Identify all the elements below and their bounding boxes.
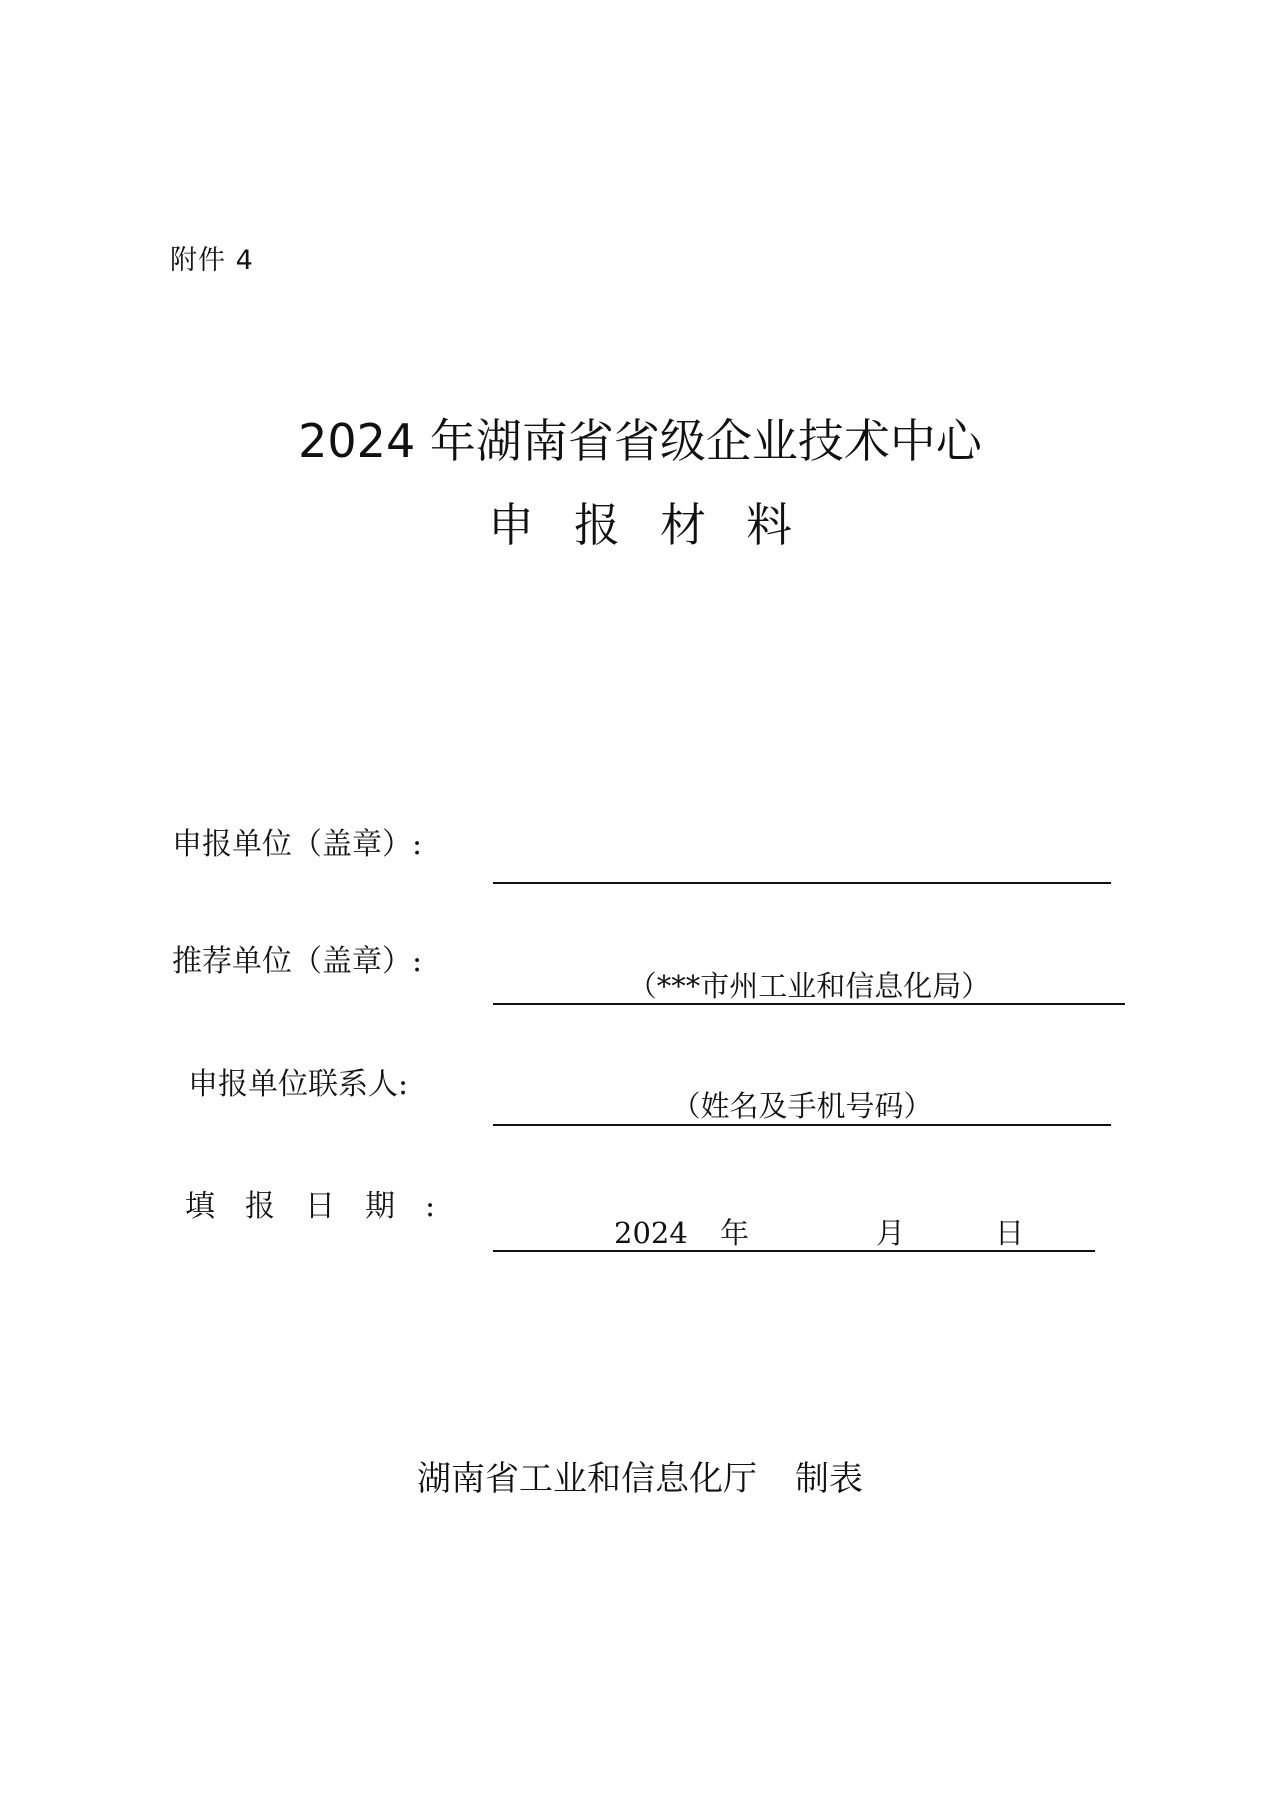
- recommending-unit-hint: （***市州工业和信息化局）: [627, 969, 991, 1003]
- issuer-name: 湖南省工业和信息化厅: [417, 1459, 757, 1499]
- contact-person-hint: （姓名及手机号码）: [671, 1089, 933, 1123]
- date-month-unit: 月: [876, 1216, 906, 1250]
- contact-person-line[interactable]: [493, 1124, 1111, 1126]
- recommending-unit-label: 推荐单位（盖章）:: [172, 944, 423, 979]
- contact-person-label: 申报单位联系人:: [188, 1067, 409, 1102]
- date-year: 2024: [614, 1216, 688, 1250]
- attachment-label: 附件 4: [170, 245, 254, 276]
- issuer-suffix: 制表: [795, 1459, 863, 1499]
- fill-date-label: 填报日期:: [185, 1189, 466, 1224]
- applicant-unit-line[interactable]: [493, 882, 1111, 884]
- document-title: 2024 年湖南省省级企业技术中心: [298, 414, 982, 468]
- applicant-unit-label: 申报单位（盖章）:: [172, 827, 423, 862]
- document-subtitle: 申报材料: [488, 498, 832, 552]
- date-day-unit: 日: [995, 1216, 1025, 1250]
- fill-date-line[interactable]: [493, 1250, 1095, 1252]
- date-year-unit: 年: [720, 1216, 750, 1250]
- issuer-footer: [0, 1459, 1280, 1499]
- recommending-unit-line[interactable]: [493, 1003, 1125, 1005]
